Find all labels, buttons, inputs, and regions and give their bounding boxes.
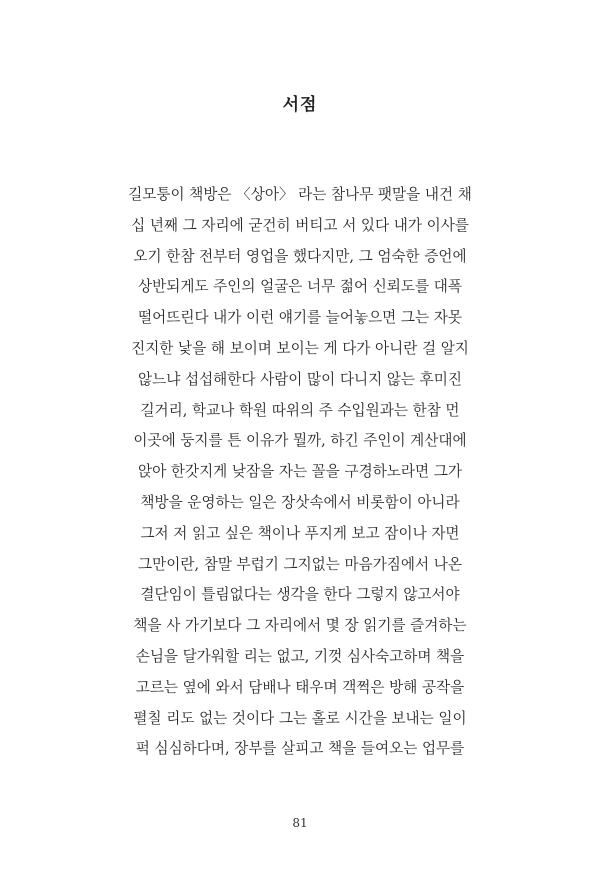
text-line: 이곳에 둥지를 튼 이유가 뭘까, 하긴 주인이 계산대에 bbox=[133, 432, 467, 450]
page-title: 서점 bbox=[282, 95, 318, 115]
text-line: 진지한 낯을 해 보이며 보이는 게 다가 아니란 걸 알지 bbox=[131, 339, 469, 357]
text-line: 펼칠 리도 없는 것이다 그는 홀로 시간을 보내는 일이 bbox=[133, 709, 467, 727]
text-line: 고르는 옆에 와서 담배나 태우며 객쩍은 방해 공작을 bbox=[135, 678, 465, 696]
text-line: 십 년째 그 자리에 굳건히 버티고 서 있다 내가 이사를 bbox=[131, 216, 469, 234]
text-line: 결단임이 틀림없다는 생각을 한다 그렇지 않고서야 bbox=[140, 586, 460, 604]
text-line: 그만이란, 참말 부럽기 그지없는 마음가짐에서 나온 bbox=[138, 555, 462, 573]
text-line: 책방을 운영하는 일은 장삿속에서 비롯함이 아니라 bbox=[140, 493, 460, 511]
page-number: 81 bbox=[292, 816, 308, 830]
text-line: 책을 사 가기보다 그 자리에서 몇 장 읽기를 즐겨하는 bbox=[133, 617, 467, 635]
text-line: 않느냐 섭섭해한다 사람이 많이 다니지 않는 후미진 bbox=[138, 370, 462, 388]
text-line: 상반되게도 주인의 얼굴은 너무 젊어 신뢰도를 대폭 bbox=[138, 278, 462, 296]
text-line: 길거리, 학교나 학원 따위의 주 수입원과는 한참 먼 bbox=[140, 401, 460, 419]
text-line: 길모퉁이 책방은 〈상아〉 라는 참나무 팻말을 내건 채 bbox=[128, 186, 472, 203]
text-line: 떨어뜨린다 내가 이런 얘기를 늘어놓으면 그는 자못 bbox=[138, 309, 462, 327]
text-line: 퍽 심심하다며, 장부를 살피고 책을 들여오는 업무를 bbox=[135, 740, 465, 758]
text-line: 손님을 달가워할 리는 없고, 기껏 심사숙고하며 책을 bbox=[135, 647, 465, 665]
text-line: 그저 저 읽고 싶은 책이나 푸지게 보고 잠이나 자면 bbox=[140, 524, 460, 542]
text-line: 앉아 한갓지게 낮잠을 자는 꼴을 구경하노라면 그가 bbox=[138, 463, 462, 481]
text-line: 오기 한참 전부터 영업을 했다지만, 그 엄숙한 증언에 bbox=[133, 247, 467, 265]
body-text bbox=[110, 180, 490, 765]
